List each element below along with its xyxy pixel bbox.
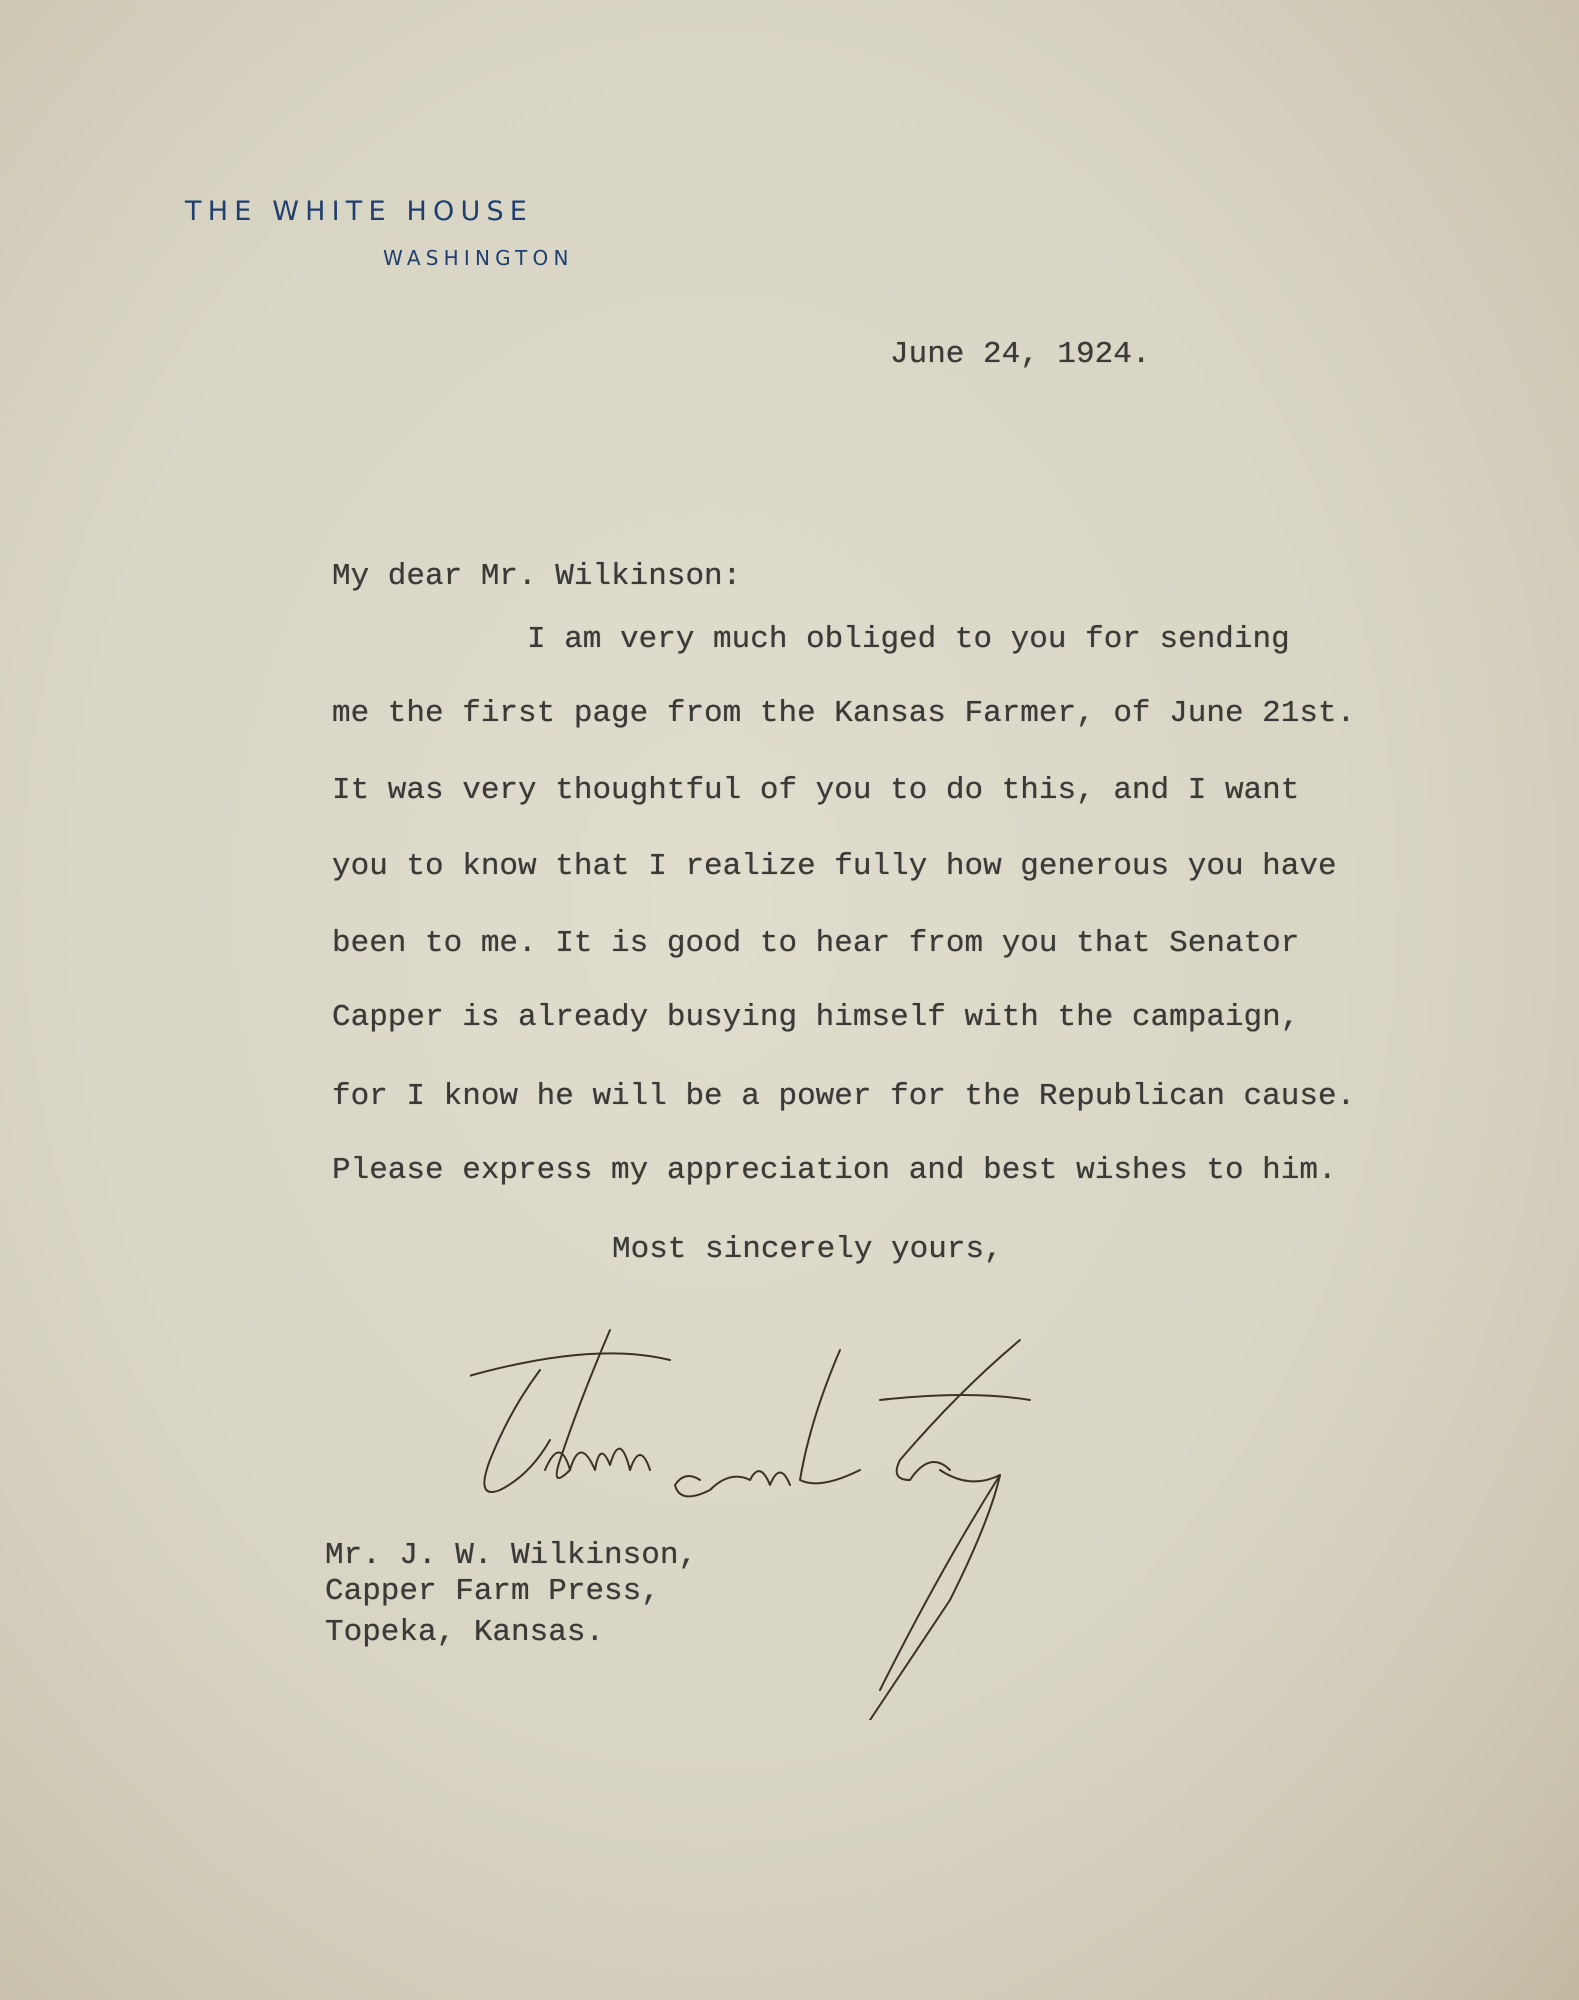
closing: Most sincerely yours, [612,1232,1003,1267]
body-line: you to know that I realize fully how generous you have [332,849,1337,884]
address-line: Topeka, Kansas. [325,1615,605,1650]
address-line: Mr. J. W. Wilkinson, [325,1538,698,1573]
body-line: Capper is already busying himself with the campaign, [332,1000,1300,1035]
body-line: It was very thoughtful of you to do this, and I want [332,773,1300,808]
letterhead-city: WASHINGTON [383,246,574,270]
body-line: been to me. It is good to hear from you that Senator [332,926,1300,961]
body-line: for I know he will be a power for the Republican cause. [332,1079,1356,1114]
signature [470,1320,1210,1720]
salutation: My dear Mr. Wilkinson: [332,559,742,594]
body-line: me the first page from the Kansas Farmer, of June 21st. [332,696,1356,731]
address-line: Capper Farm Press, [325,1574,660,1609]
body-line: I am very much obliged to you for sending [527,622,1290,657]
letterhead-title: THE WHITE HOUSE [185,196,534,227]
letter-date: June 24, 1924. [890,337,1151,372]
body-line: Please express my appreciation and best wishes to him. [332,1153,1337,1188]
